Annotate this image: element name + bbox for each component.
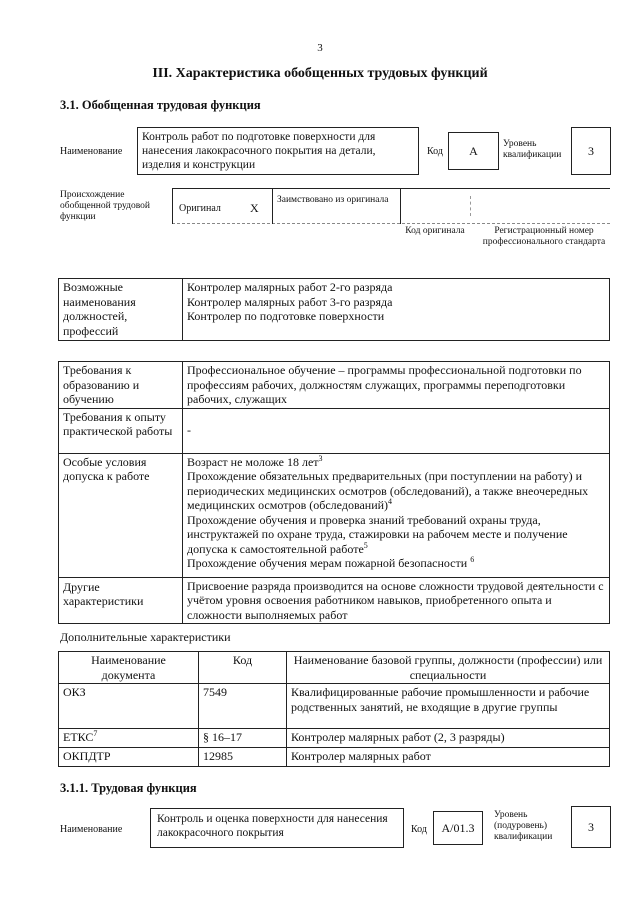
gtf-code-label: Код	[427, 146, 443, 157]
experience-label: Требования к опыту практической работы	[59, 408, 183, 453]
condition-item: Прохождение обязательных предварительных (при поступлении на работу) и периодических медицинских осмотров (обследований), а также внеочередных медицинских осмотров (обследований)$^4$	[187, 469, 589, 512]
tf-level-value: 3	[571, 806, 611, 848]
tf-code-value: А/01.3	[433, 811, 483, 845]
other-label: Другие характеристики	[59, 577, 183, 624]
position-item: Контролер малярных работ 3-го разряда	[187, 294, 393, 309]
gtf-heading: 3.1. Обобщенная трудовая функция	[60, 98, 261, 112]
condition-item: Прохождение обучения мерам пожарной безопасности $^6$	[187, 555, 475, 570]
education-label: Требования к образованию и обучению	[59, 362, 183, 409]
gtf-level-value: 3	[571, 127, 611, 175]
row-name: Контролер малярных работ (2, 3 разряды)	[287, 729, 610, 748]
positions-label: Возможные наименования должностей, профессий	[59, 279, 183, 341]
condition-item: Прохождение обучения и проверка знаний требований охраны труда, инструктажей по охране труда, стажировки на рабочем месте и получение допуска к самостоятельной работе$^5$	[187, 512, 568, 556]
tf-code-label: Код	[411, 824, 427, 835]
position-item: Контролер малярных работ 2-го разряда	[187, 280, 393, 294]
table-row	[59, 748, 610, 767]
additional-header-code: Код	[199, 652, 287, 684]
row-name: Контролер малярных работ	[287, 748, 610, 767]
additional-header-name: Наименование базовой группы, должности (профессии) или специальности	[287, 652, 610, 684]
additional-table	[58, 651, 610, 767]
gtf-origin-label: Происхождение обобщенной трудовой функции	[60, 190, 150, 222]
gtf-original-label: Оригинал	[179, 203, 221, 214]
origin-divider-2	[400, 188, 401, 224]
gtf-name-value: Контроль работ по подготовке поверхности для нанесения лакокрасочного покрытия на детали, изделия и конструкции	[137, 127, 419, 175]
row-code: 12985	[199, 748, 287, 767]
positions-list	[183, 279, 610, 341]
position-item: Контролер по подготовке поверхности	[187, 309, 385, 323]
gtf-name-label: Наименование	[60, 146, 123, 157]
additional-title: Дополнительные характеристики	[60, 630, 231, 644]
conditions-label: Особые условия допуска к работе	[59, 453, 183, 577]
tf-level-label: Уровень (подуровень) квалификации	[494, 810, 553, 842]
origin-row	[172, 188, 610, 224]
experience-value: -	[183, 408, 610, 453]
row-name: Квалифицированные рабочие промышленности и рабочие родственных занятий, не входящие в другие группы	[287, 684, 610, 729]
tf-name-label: Наименование	[60, 824, 123, 835]
origin-divider-1	[272, 188, 273, 224]
additional-header-doc: Наименование документа	[59, 652, 199, 684]
row-code: 7549	[199, 684, 287, 729]
origin-divider-3	[470, 196, 471, 216]
conditions-list	[183, 453, 610, 577]
origin-divider-left	[172, 188, 173, 224]
row-doc: ОКЗ	[63, 685, 86, 699]
gtf-code-original-label: Код оригинала	[405, 226, 465, 236]
tf-name-value: Контроль и оценка поверхности для нанесения лакокрасочного покрытия	[150, 808, 404, 848]
positions-table	[58, 278, 610, 341]
gtf-borrowed-label: Заимствовано из оригинала	[277, 195, 389, 205]
gtf-reg-number-label: Регистрационный номер профессионального стандарта	[482, 226, 606, 247]
condition-item: Возраст не моложе 18 лет$^3$	[187, 453, 323, 469]
other-value: Присвоение разряда производится на основе сложности трудовой деятельности с учётом уровня освоения работником навыков, приобретенного опыта и сложности выполняемых работ	[183, 577, 610, 624]
table-row: ЕТКС$^7$ § 16–17 Контролер малярных работ (2, 3 разряды)	[59, 729, 610, 748]
table-row	[59, 684, 610, 729]
gtf-level-label: Уровень квалификации	[503, 139, 562, 160]
gtf-original-mark: Х	[250, 201, 259, 215]
row-doc: ЕТКС	[63, 730, 94, 744]
row-code: § 16–17	[199, 729, 287, 748]
gtf-code-value: А	[448, 132, 499, 170]
row-doc: ОКПДТР	[63, 749, 111, 763]
education-value: Профессиональное обучение – программы профессиональной подготовки по профессиям рабочих, должностям служащих, программы переподготовки рабочих, служащих	[183, 362, 610, 409]
requirements-table	[58, 361, 610, 624]
section-title: III. Характеристика обобщенных трудовых функций	[152, 66, 488, 81]
page-number: 3	[317, 42, 323, 54]
tf-heading: 3.1.1. Трудовая функция	[60, 781, 197, 795]
